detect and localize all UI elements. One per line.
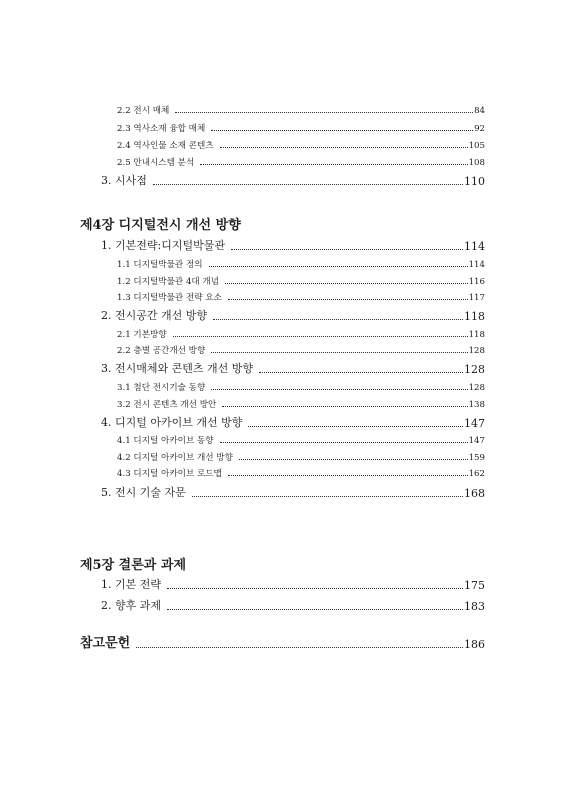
toc-entry-label: 3.1 첨단 전시기술 동향 (117, 383, 206, 393)
dot-leader (211, 352, 467, 353)
dot-leader (167, 609, 463, 610)
dot-leader (213, 319, 463, 320)
toc-entry-page: 138 (468, 400, 485, 410)
toc-entry (117, 434, 485, 446)
toc-entry-page: 168 (464, 487, 485, 500)
toc-entry-label: 4.2 디지털 아카이브 개선 방향 (117, 453, 233, 463)
toc-entry-label: 2.1 기본방향 (117, 330, 167, 340)
toc-entry-label: 3. 전시매체와 콘텐츠 개선 방향 (101, 362, 253, 375)
toc-entry-page: 114 (468, 260, 485, 270)
toc-entry (101, 172, 485, 188)
toc-entry (117, 381, 485, 393)
toc-entry-page: 186 (464, 638, 485, 651)
dot-leader (220, 147, 468, 148)
toc-entry-label: 2. 전시공간 개선 방향 (101, 309, 207, 322)
toc-entry-page: 110 (464, 175, 485, 188)
toc-entry-label: 2. 향후 과제 (101, 599, 161, 612)
toc-entry (117, 122, 485, 134)
toc-entry-label: 4.1 디지털 아카이브 동향 (117, 436, 214, 446)
toc-entry (117, 451, 485, 463)
dot-leader (211, 389, 467, 390)
toc-entry-page: 84 (474, 106, 485, 116)
toc-entry-page: 118 (468, 330, 485, 340)
dot-leader (231, 249, 463, 250)
toc-entry (117, 344, 485, 356)
toc-entry (117, 139, 485, 151)
toc-entry (117, 156, 485, 168)
dot-leader (248, 426, 463, 427)
toc-entry (117, 275, 485, 287)
toc-entry-label: 1. 기본 전략 (101, 578, 161, 591)
toc-entry (117, 258, 485, 270)
dot-leader (136, 647, 463, 648)
toc-entry-page: 116 (468, 277, 485, 287)
toc-entry (101, 484, 485, 500)
toc-entry-label: 2.2 전시 매체 (117, 106, 170, 116)
toc-entry (117, 104, 485, 116)
dot-leader (259, 372, 463, 373)
toc-entry-label: 1.3 디지털박물관 전략 요소 (117, 293, 222, 303)
chapter-heading: 제5장 결론과 과제 (80, 558, 187, 573)
toc-entry-page: 128 (464, 363, 485, 376)
toc-entry-label: 2.2 층별 공간개선 방향 (117, 346, 206, 356)
toc-entry-label: 1. 기본전략:디지털박물관 (101, 239, 225, 252)
toc-entry-page: 162 (468, 469, 485, 479)
toc-entry-page: 114 (464, 240, 485, 253)
toc-entry (101, 360, 485, 376)
toc-entry-label: 1.1 디지털박물관 정의 (117, 260, 203, 270)
toc-entry-page: 175 (464, 579, 485, 592)
toc-entry-page: 118 (464, 310, 485, 323)
toc-entry (117, 398, 485, 410)
dot-leader (211, 130, 473, 131)
toc-entry-page: 105 (468, 141, 485, 151)
toc-entry-page: 128 (468, 346, 485, 356)
toc-entry-label: 2.5 안내시스템 분석 (117, 158, 195, 168)
dot-leader (167, 588, 463, 589)
toc-entry (101, 237, 485, 253)
toc-entry-page: 147 (464, 417, 485, 430)
chapter-heading: 제4장 디지털전시 개선 방향 (80, 218, 241, 233)
toc-entry-page: 108 (468, 158, 485, 168)
dot-leader (209, 266, 468, 267)
toc-entry-page: 147 (468, 436, 485, 446)
dot-leader (153, 184, 463, 185)
dot-leader (225, 283, 468, 284)
toc-entry (117, 467, 485, 479)
toc-entry-label: 참고문헌 (80, 636, 131, 651)
dot-leader (239, 459, 468, 460)
toc-entry-label: 3. 시사점 (101, 174, 147, 187)
dot-leader (222, 406, 467, 407)
dot-leader (175, 112, 473, 113)
dot-leader (173, 336, 468, 337)
toc-entry-page: 159 (468, 453, 485, 463)
toc-entry (117, 328, 485, 340)
toc-entry-label: 3.2 전시 콘텐츠 개선 방안 (117, 400, 217, 410)
toc-entry-label: 2.4 역사인물 소재 콘텐츠 (117, 141, 214, 151)
dot-leader (228, 475, 468, 476)
toc-entry (117, 291, 485, 303)
toc-entry-label: 2.3 역사소재 융합 매체 (117, 124, 206, 134)
toc-entry-page: 183 (464, 600, 485, 613)
toc-entry-label: 5. 전시 기술 자문 (101, 486, 186, 499)
toc-entry (101, 414, 485, 430)
toc-entry-page: 117 (468, 293, 485, 303)
dot-leader (192, 496, 463, 497)
toc-entry (101, 576, 485, 592)
toc-entry-references (80, 632, 485, 651)
toc-entry-label: 4.3 디지털 아카이브 로드맵 (117, 469, 222, 479)
dot-leader (220, 442, 468, 443)
dot-leader (200, 164, 467, 165)
toc-entry-label: 4. 디지털 아카이브 개선 방향 (101, 416, 243, 429)
toc-entry (101, 307, 485, 323)
dot-leader (228, 299, 468, 300)
toc-entry-page: 128 (468, 383, 485, 393)
toc-entry (101, 597, 485, 613)
toc-entry-label: 1.2 디지털박물관 4대 개념 (117, 277, 220, 287)
toc-entry-page: 92 (474, 124, 485, 134)
